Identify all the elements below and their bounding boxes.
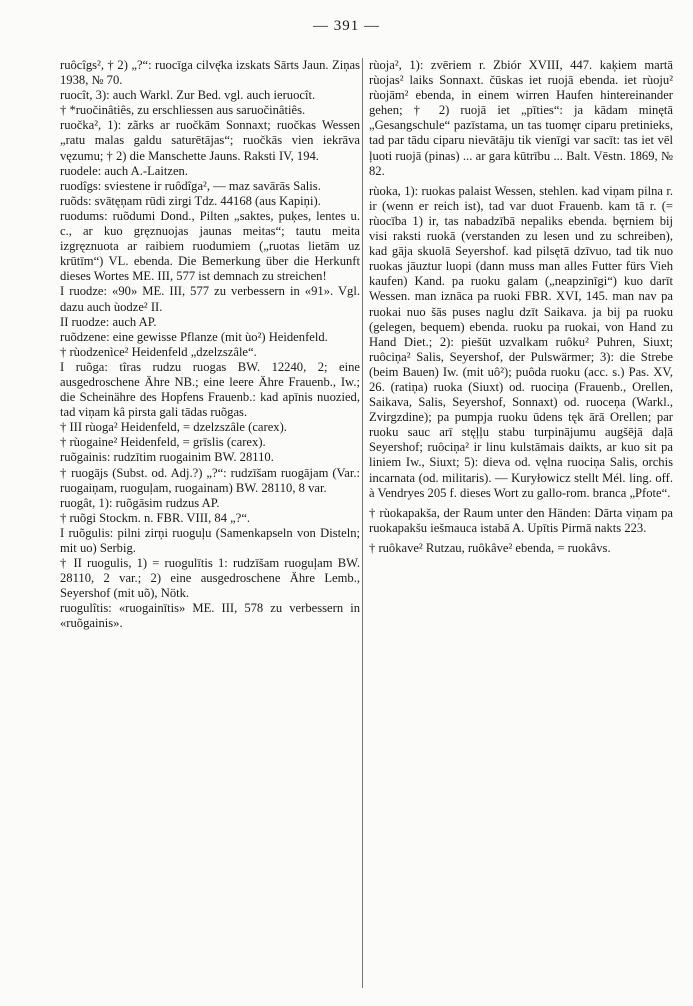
dictionary-entry: † ruôkave² Rutzau, ruôkâve² ebenda, = ruokâvs. — [369, 540, 611, 555]
dictionary-entry: ruogulîtis: «ruogainītis» ME. III, 578 zu verbessern in «ruõgainis». — [60, 601, 360, 631]
dictionary-entry: ruodums: ruõdumi Dond., Pilten „saktes, puķes, lentes u. c., ar kuo gręznuojas jaunas meitas“; tautu meita izgręznuota ar raibiem ruodumiem („ruotas lietām uz krūtīm“) VL. ebenda. Die Bemerkung über die Herkunft dieses Wortes ME. III, 577 ist demnach zu streichen! — [60, 208, 360, 284]
dictionary-entry: † ruõgi Stockm. n. FBR. VIII, 84 „?“. — [60, 510, 251, 525]
dictionary-entry: † III rùoga² Heidenfeld, = dzelzszâle (carex). — [60, 420, 287, 435]
dictionary-entry: ruodîgs: sviestene ir ruôdîga², — maz savārās Salis. — [60, 178, 321, 193]
dictionary-entry: I ruõgulis: pilni zirņi ruoguļu (Samenkapseln von Disteln; mit uo) Serbig. — [60, 525, 360, 555]
dictionary-entry: † rùodzenìce² Heidenfeld „dzelzszâle“. — [60, 344, 257, 359]
dictionary-entry: ruõgainis: rudzītim ruogainim BW. 28110. — [60, 450, 274, 465]
column-divider — [362, 58, 363, 988]
dictionary-entry: † rùogaine² Heidenfeld, = grīslis (carex). — [60, 435, 266, 450]
dictionary-entry: rùoka, 1): ruokas palaist Wessen, stehlen. kad viņam pilna r. ir (wenn er reich ist), tad var duot Frauenb. kam tā r. (= rùocība 1) ir, tas nabadzībā nepaliks ebenda. bęrniem bij visi raksti ruokā (verstanden zu lesen und zu schreiben), kad gāja skuolā Seyershof. kad pilsętā dzīvuo, tad tik nuo ruokas jāuztur luopi (dann muss man alles Futter fürs Vieh kaufen) Kand. pa ruoku galam („neapzinīgi“) kuo darīt Wessen. man iznāca pa ruoki FBR. XVI, 145. man nav pa ruokai nuo šās puses naglu dzīt Saikava. ja bij pa ruoku (gelegen, bequem) ebenda. ruoku pa ruokai, von Hand zu Hand Diet.; 2): piešūt uzvalkam ruôku² Puhren, Siuxt; ruôciņa² Salis, Seyershof, der Pulswärmer; 3): die Strebe (beim Bauen) Iw. (mit uô²); puôda ruoku (acc. s.) Pas. XV, 26. (ratiņa) ruoka (Siuxt) od. ruociņa (Frauenb., Orellen, Saikava, Salis, Seyershof, Sonnaxt) od. ruoceņa (Warkl., Zvirgzdine); pa pumpja ruoku ūdens tęk ārā Orellen; par ruoku sauc arī stęļļu stabu turpinājumu augšējā daļā Seyershof; ruôciņa² ir linu kulstāmais daikts, ar kuo sit pa liniem Iw., Siuxt; 5): dieva od. vęlna ruociņa Salis, orchis incarnata (od. militaris). — Kuryłowicz stellt Mél. ling. off. à Vendryes 205 f. dieses Wort zu gallo-rom. branca „Pfote“. — [369, 183, 673, 500]
right-column — [369, 58, 673, 556]
dictionary-entry: ruodele: auch A.-Laitzen. — [60, 163, 188, 178]
dictionary-entry: rùoja², 1): zvēriem r. Zbiór XVIII, 447. kaķiem martā rùojas² laiks Sonnaxt. čūskas iet ruojā ebenda. iet rùoju² rùojām² ebenda, in einem wirren Haufen hintereinander gehen; † 2) ruojā iet „pīties“: ja kādam minętā „Gesangschule“ pazīstama, un tas tuomęr ciparu pretinieks, tad par tādu ciparu nievātāju tik vienīgi var sacīt: tas iet vēl ļuoti ruojā (pinas) ... ar gara kūtrību ... Balt. Vēstn. 1869, № 82. — [369, 58, 673, 178]
dictionary-entry: ruôcîgs², † 2) „?“: ruocīga cilvę̄ka izskats Sārts Jaun. Ziņas 1938, № 70. — [60, 58, 360, 88]
left-column — [60, 58, 360, 632]
dictionary-entry: II ruodze: auch AP. — [60, 314, 157, 329]
dictionary-entry: I ruodze: «90» ME. III, 577 zu verbessern in «91». Vgl. dazu auch ùodze² II. — [60, 284, 360, 314]
dictionary-entry: ruõds: svātęņam rūdi zirgi Tdz. 44168 (aus Kapiņi). — [60, 193, 321, 208]
dictionary-entry: ruogât, 1): ruõgāsim rudzus AP. — [60, 495, 220, 510]
dictionary-entry: † *ruočinâtiês, zu erschliessen aus saruočinâtiês. — [60, 103, 306, 118]
dictionary-entry: † ruogājs (Subst. od. Adj.?) „?“: rudzīšam ruogājam (Var.: ruogaiņam, ruoguļam, ruogainam) BW. 28110, 8 var. — [60, 465, 360, 495]
dictionary-entry: ruõdzene: eine gewisse Pflanze (mit ùo²) Heidenfeld. — [60, 329, 328, 344]
dictionary-entry: † II ruogulis, 1) = ruogulītis 1: rudzīšam ruoguļam BW. 28110, 2 var.; 2) eine ausgedroschene Ähre Lemb., Seyershof (mit uõ), Nötk. — [60, 556, 360, 601]
dictionary-entry: ruocît, 3): auch Warkl. Zur Bed. vgl. auch ieruocît. — [60, 88, 316, 103]
dictionary-entry: ruočka², 1): zãrks ar ruočkām Sonnaxt; ruočkas Wessen „ratu malas galdu saturētājas“; ruočkās vien iekrāva vęzumu; † 2) die Manschette Jauns. Raksti IV, 194. — [60, 118, 360, 163]
page-number: — 391 — — [313, 18, 380, 34]
dictionary-entry: I ruõga: tîras rudzu ruogas BW. 12240, 2; eine ausgedroschene Ähre NB.; eine leere Ähre Frauenb., Iw.; die Scheinähre des Hopfens Frauenb.: kad apīnis nuozied, tad viņam kâ pirsta gali tādas ruõgas. — [60, 359, 360, 420]
dictionary-entry: † rùokapakša, der Raum unter den Händen: Dārta viņam pa ruokapakšu iešmauca istabā A. Upītis Pirmā nakts 223. — [369, 505, 673, 535]
